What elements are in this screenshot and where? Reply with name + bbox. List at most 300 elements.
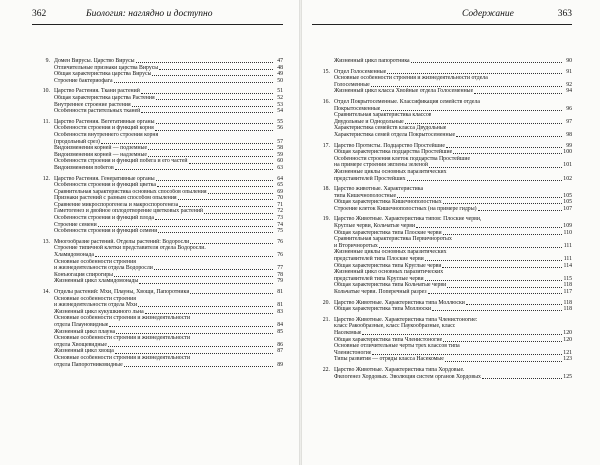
toc-entry-title: Хламидомонада	[54, 252, 94, 259]
toc-page-number: 125	[563, 373, 572, 380]
toc-entry[interactable]	[54, 278, 283, 285]
toc-entry-title: Особенности растительных тканей	[54, 108, 141, 115]
left-page-number: 362	[32, 9, 47, 19]
toc-entry-title: Двудольные и Однодольные	[334, 118, 404, 125]
toc-dot-leader	[416, 227, 562, 228]
right-toc	[312, 58, 572, 380]
toc-dot-leader	[474, 93, 562, 94]
toc-page-number: 65	[277, 182, 283, 189]
toc-entry[interactable]	[54, 265, 283, 272]
toc-entry-title: Видоизменения корней — надземные	[54, 151, 147, 158]
toc-entry[interactable]	[54, 102, 283, 109]
toc-page-number: 83	[277, 308, 283, 315]
toc-entry-title: Сравнительная характеристика основных способов опыления	[54, 188, 207, 195]
toc-entry-title: Общая характеристика царства Растения	[54, 94, 155, 101]
toc-entry-title: Многообразие растений. Отделы растений: Водоросли	[54, 238, 190, 245]
toc-section	[312, 300, 572, 313]
toc-entry[interactable]	[54, 228, 283, 235]
toc-dot-leader	[190, 243, 273, 244]
toc-page-number: 117	[563, 289, 572, 295]
toc-dot-leader	[443, 234, 562, 235]
toc-section	[312, 317, 572, 363]
toc-entry[interactable]	[334, 82, 572, 89]
toc-dot-leader	[442, 267, 562, 268]
left-toc	[32, 58, 283, 368]
toc-page-number: 57	[277, 138, 283, 145]
toc-dot-leader	[456, 136, 562, 137]
toc-entry[interactable]	[54, 195, 283, 202]
toc-entry[interactable]	[54, 58, 283, 65]
right-page-number: 363	[557, 9, 572, 19]
toc-entry-title: Царство Животные. Характеристика типа Членистоногие:	[334, 316, 478, 323]
toc-entry-title: Жизненный цикл хламидомонады	[54, 278, 139, 285]
toc-page-number: 49	[277, 71, 283, 78]
toc-entry[interactable]	[334, 156, 572, 163]
toc-entry[interactable]	[334, 374, 572, 381]
toc-dot-leader	[148, 156, 273, 157]
toc-page-number: 64	[277, 175, 283, 182]
toc-entry[interactable]	[334, 119, 572, 126]
toc-page-number: 81	[277, 289, 283, 295]
toc-entry[interactable]	[334, 125, 572, 132]
toc-dot-leader	[443, 341, 562, 342]
toc-dot-leader	[157, 186, 273, 187]
toc-dot-leader	[109, 326, 273, 327]
toc-page-number: 58	[277, 145, 283, 152]
toc-page-number: 120	[563, 329, 572, 336]
toc-entry[interactable]	[54, 65, 283, 72]
toc-page-number: 118	[563, 282, 572, 289]
toc-page-number: 105	[563, 192, 572, 199]
toc-entry-title: Внутреннее строение растения	[54, 101, 131, 108]
toc-entry[interactable]	[334, 249, 572, 256]
toc-entry[interactable]	[334, 75, 572, 82]
toc-entry[interactable]	[54, 182, 283, 189]
toc-dot-leader	[407, 180, 562, 181]
toc-page-number: 53	[277, 101, 283, 108]
toc-entry[interactable]	[334, 263, 572, 270]
toc-dot-leader	[141, 93, 273, 94]
toc-entry[interactable]	[54, 259, 283, 266]
toc-entry-title: представителей типа Плоские черви	[334, 256, 424, 263]
toc-entry[interactable]	[334, 236, 572, 243]
toc-page-number: 76	[277, 238, 283, 245]
toc-entry-title: представителей Простейших	[334, 175, 406, 182]
toc-entry-title: Общая характеристика типа Моллюски	[334, 306, 432, 313]
toc-dot-leader	[115, 353, 273, 354]
toc-dot-leader	[425, 260, 562, 261]
toc-dot-leader	[145, 313, 273, 314]
toc-page-number: 74	[277, 221, 283, 228]
toc-page-number: 60	[277, 158, 283, 165]
toc-section	[312, 216, 572, 295]
toc-page-number: 109	[563, 223, 572, 230]
toc-page-number: 63	[277, 164, 283, 171]
toc-entry-title: Царство Животные. Характеристика типа Моллюски	[334, 299, 465, 306]
toc-entry[interactable]	[54, 362, 283, 369]
toc-entry-title: Строение семени	[54, 221, 97, 228]
toc-entry[interactable]	[334, 186, 572, 193]
toc-entry-title: Признаки растений с разным способом опыления	[54, 195, 177, 202]
toc-entry-title: Видоизменения корней — подземные	[54, 145, 148, 152]
toc-section-number: 10.	[42, 88, 50, 95]
toc-dot-leader	[482, 378, 562, 379]
toc-entry-title: Характеристика семей отдела Покрытосеменные	[334, 131, 456, 138]
toc-entry[interactable]	[54, 355, 283, 362]
toc-page-number: 111	[563, 256, 572, 263]
toc-entry-title: Строение типичной клетки представителя отдела Водоросли.	[54, 245, 206, 252]
toc-entry-title: Насекомые	[334, 329, 362, 336]
toc-entry[interactable]	[54, 158, 283, 165]
toc-entry[interactable]	[334, 88, 572, 95]
toc-page-number: 55	[277, 118, 283, 125]
toc-entry[interactable]	[54, 145, 283, 152]
toc-entry-title: Особенности строения и функций плода	[54, 215, 154, 222]
toc-entry-title: Основные особенности строения	[54, 258, 136, 265]
toc-page-number: 72	[277, 208, 283, 215]
toc-dot-leader	[148, 149, 273, 150]
toc-dot-leader	[429, 167, 562, 168]
toc-entry[interactable]	[54, 289, 283, 296]
toc-entry[interactable]	[334, 206, 572, 213]
toc-dot-leader	[138, 306, 273, 307]
toc-page-number: 86	[277, 341, 283, 348]
toc-entry[interactable]	[334, 282, 572, 289]
toc-section	[32, 88, 283, 114]
toc-page-number: 69	[277, 188, 283, 195]
toc-page-number: 90	[566, 58, 572, 64]
toc-entry[interactable]	[334, 112, 572, 119]
toc-entry-title: отдела Плауновидные	[54, 321, 109, 328]
toc-dot-leader	[381, 110, 562, 111]
toc-dot-leader	[405, 123, 562, 124]
toc-entry-title: Основные отличительные черты трех классов типа	[334, 343, 460, 350]
toc-entry-title: Типы развития — отряды класса Насекомые	[334, 356, 444, 363]
toc-dot-leader	[158, 232, 273, 233]
toc-entry-title: Членистоногие	[334, 349, 372, 356]
toc-section	[32, 289, 283, 368]
toc-section-number: 20.	[322, 299, 330, 306]
toc-dot-leader	[453, 153, 562, 154]
toc-dot-leader	[447, 287, 562, 288]
toc-page-number: 115	[563, 275, 572, 282]
toc-dot-leader	[114, 276, 273, 277]
toc-entry-title: Жизненный цикл основных паразитических	[334, 269, 444, 276]
toc-page-number: 51	[277, 88, 283, 95]
toc-section-number: 17.	[322, 142, 330, 149]
toc-dot-leader	[466, 304, 562, 305]
left-page-header	[32, 9, 287, 21]
toc-entry-title: Жизненный цикл класса Хвойные отдела Голосеменные	[334, 88, 474, 95]
toc-entry[interactable]	[54, 165, 283, 172]
toc-entry-title: Особенности внутреннего строения корня	[54, 131, 159, 138]
toc-entry-title: Общая характеристика Кишечнополостных	[334, 199, 442, 206]
toc-page-number: 71	[277, 201, 283, 208]
toc-page-number: 85	[277, 328, 283, 335]
toc-entry[interactable]	[334, 58, 572, 65]
toc-entry[interactable]	[54, 239, 283, 246]
toc-section-number: 14.	[42, 289, 50, 295]
toc-section	[32, 239, 283, 285]
toc-section-number: 12.	[42, 175, 50, 182]
toc-entry[interactable]	[54, 296, 283, 303]
toc-entry[interactable]	[334, 149, 572, 156]
toc-entry-title: Конъюгация спирогиры	[54, 271, 114, 278]
toc-entry[interactable]	[334, 343, 572, 350]
toc-entry[interactable]	[334, 132, 572, 139]
toc-page-number: 107	[563, 205, 572, 212]
toc-page-number: 75	[277, 228, 283, 235]
toc-entry-title: Кольчатые черви. Поперечный разрез	[334, 289, 427, 295]
toc-entry-title: типа Кишечнополостные	[334, 192, 397, 199]
toc-entry-title: Гаметогенез и двойное оплодотворение цветковых растений	[54, 208, 204, 215]
toc-entry[interactable]	[54, 125, 283, 132]
toc-entry-title: Общая характеристика царства Вирусы	[54, 71, 152, 78]
toc-entry[interactable]	[54, 348, 283, 355]
toc-entry[interactable]	[54, 309, 283, 316]
toc-page-number: 48	[277, 64, 283, 71]
toc-entry[interactable]	[334, 243, 572, 250]
toc-entry[interactable]	[334, 199, 572, 206]
right-page	[302, 0, 600, 465]
toc-entry-title: Домен Вирусы. Царство Вирусы	[54, 58, 135, 64]
toc-page-number: 102	[563, 175, 572, 182]
toc-entry-title: и Вторичноротых	[334, 242, 378, 249]
toc-page-number: 96	[566, 105, 572, 112]
right-page-header	[312, 9, 572, 21]
toc-entry[interactable]	[334, 162, 572, 169]
toc-entry-title: отдела Хвощевидные	[54, 341, 107, 348]
toc-page-number: 105	[563, 199, 572, 206]
toc-entry[interactable]	[334, 99, 572, 106]
toc-entry-title: Покрытосеменные	[334, 105, 381, 112]
toc-entry-title: Общая характеристика типа Членистоногие	[334, 336, 443, 343]
toc-entry[interactable]	[334, 169, 572, 176]
toc-dot-leader	[428, 293, 562, 294]
toc-page-number: 59	[277, 151, 283, 158]
toc-entry[interactable]	[334, 330, 572, 337]
toc-dot-leader	[159, 69, 273, 70]
toc-entry-title: Жизненный цикл плауна	[54, 328, 116, 335]
toc-entry[interactable]	[54, 222, 283, 229]
toc-dot-leader	[115, 169, 273, 170]
toc-page-number: 118	[563, 299, 572, 306]
toc-entry-title: представителей типа Круглые черви	[334, 275, 424, 282]
toc-page-number: 92	[566, 81, 572, 88]
toc-entry[interactable]	[334, 337, 572, 344]
toc-entry-title: Филогенез Хордовых. Эволюция систем органов Хордовых	[334, 373, 481, 380]
toc-dot-leader	[397, 197, 562, 198]
toc-dot-leader	[124, 366, 273, 367]
toc-entry-title: Жизненный цикл хвоща	[54, 348, 114, 355]
toc-entry[interactable]	[334, 276, 572, 283]
toc-entry[interactable]	[334, 230, 572, 237]
toc-entry-title: Основные особенности строения и жизнедеятельности	[54, 354, 191, 361]
toc-page-number: 78	[277, 271, 283, 278]
toc-dot-leader	[156, 99, 273, 100]
toc-section-number: 19.	[322, 216, 330, 223]
toc-page-number: 54	[277, 108, 283, 115]
toc-entry[interactable]	[54, 88, 283, 95]
toc-entry[interactable]	[334, 69, 572, 76]
toc-entry-title: и жизнедеятельности отдела Мхи	[54, 302, 138, 309]
toc-entry[interactable]	[54, 335, 283, 342]
toc-entry-title: Голосеменные	[334, 81, 370, 88]
toc-entry-title: Жизненные циклы основных паразитических	[334, 249, 447, 256]
toc-dot-leader	[387, 73, 562, 74]
toc-entry-title: (продольный срез)	[54, 138, 100, 145]
toc-dot-leader	[478, 210, 562, 211]
toc-page-number: 99	[566, 142, 572, 149]
toc-entry[interactable]	[54, 71, 283, 78]
toc-entry[interactable]	[54, 95, 283, 102]
toc-dot-leader	[154, 269, 273, 270]
left-header-rule	[32, 24, 283, 25]
right-running-title: Содержание	[462, 9, 514, 19]
toc-dot-leader	[379, 247, 562, 248]
toc-dot-leader	[446, 147, 562, 148]
toc-dot-leader	[108, 346, 273, 347]
toc-page-number: 56	[277, 125, 283, 132]
toc-entry[interactable]	[334, 143, 572, 150]
toc-section	[312, 69, 572, 95]
toc-section	[32, 119, 283, 172]
toc-entry[interactable]	[334, 367, 572, 374]
toc-section-number: 16.	[322, 98, 330, 105]
toc-entry[interactable]	[54, 132, 283, 139]
toc-dot-leader	[95, 256, 273, 257]
toc-page-number: 70	[277, 195, 283, 202]
toc-dot-leader	[155, 130, 273, 131]
toc-page-number: 98	[566, 131, 572, 138]
toc-entry-title: Царство Растения. Ткани растений	[54, 88, 140, 95]
toc-entry[interactable]	[54, 108, 283, 115]
toc-entry-title: Сравнение микроспорогенеза и макроспорогенеза	[54, 201, 179, 208]
toc-page-number: 84	[277, 321, 283, 328]
toc-page-number: 97	[566, 118, 572, 125]
toc-entry-title: Царство Протисты. Подцарство Простейшие	[334, 142, 445, 149]
toc-entry[interactable]	[334, 106, 572, 113]
toc-page-number: 81	[277, 302, 283, 309]
toc-dot-leader	[371, 86, 562, 87]
toc-entry[interactable]	[54, 245, 283, 252]
toc-entry[interactable]	[54, 329, 283, 336]
toc-entry[interactable]	[54, 202, 283, 209]
toc-page-number: 87	[277, 348, 283, 355]
toc-dot-leader	[139, 283, 273, 284]
toc-dot-leader	[190, 293, 273, 294]
toc-entry[interactable]	[54, 189, 283, 196]
toc-entry-title: Жизненный цикл папоротника	[334, 58, 410, 64]
toc-entry-title: Круглые черви, Кольчатые черви	[334, 223, 416, 230]
toc-entry-title: Отдел Голосеменные	[334, 68, 387, 75]
toc-dot-leader	[116, 333, 273, 334]
toc-entry-title: Характеристика семейств класса Двудольные	[334, 125, 447, 132]
toc-dot-leader	[101, 143, 273, 144]
toc-section-number: 18.	[322, 186, 330, 193]
toc-entry[interactable]	[334, 323, 572, 330]
toc-entry-title: Общая характеристика подцарства Простейшие	[334, 149, 453, 156]
toc-entry-title: Царство Животные. Характеристика типов: Плоские черви,	[334, 216, 482, 223]
toc-entry[interactable]	[54, 176, 283, 183]
toc-entry-title: Царство Растения. Генеративные органы	[54, 175, 155, 182]
toc-page-number: 79	[277, 278, 283, 285]
toc-entry[interactable]	[54, 272, 283, 279]
toc-entry[interactable]	[334, 306, 572, 313]
toc-entry[interactable]	[334, 317, 572, 324]
toc-dot-leader	[156, 123, 273, 124]
toc-dot-leader	[189, 163, 273, 164]
toc-entry-title: класс Ракообразные, класс Паукообразные, класс	[334, 323, 456, 330]
toc-entry[interactable]	[54, 139, 283, 146]
toc-entry[interactable]	[54, 208, 283, 215]
toc-entry[interactable]	[334, 256, 572, 263]
toc-entry-title: Особенности строения и функций цветка	[54, 182, 156, 189]
toc-section	[312, 367, 572, 380]
left-running-title: Биология: наглядно и доступно	[86, 9, 213, 19]
toc-dot-leader	[362, 334, 562, 335]
toc-entry-title: Основные особенности строения и жизнедеятельности	[54, 315, 191, 322]
toc-page-number: 110	[563, 229, 572, 236]
toc-entry[interactable]	[334, 356, 572, 363]
toc-page-number: 89	[277, 361, 283, 368]
toc-dot-leader	[155, 219, 273, 220]
toc-section	[32, 58, 283, 84]
toc-entry-title: Особенности строения клеток подцарства Простейшие	[334, 155, 471, 162]
toc-page-number: 76	[277, 252, 283, 259]
toc-entry[interactable]	[54, 152, 283, 159]
toc-dot-leader	[114, 82, 273, 83]
toc-entry-title: на примере строения эвглены зеленой	[334, 162, 428, 169]
toc-dot-leader	[156, 180, 273, 181]
toc-page-number: 52	[277, 94, 283, 101]
toc-entry[interactable]	[334, 176, 572, 183]
toc-entry-title: Царство Животные. Характеристика типа Хордовые.	[334, 366, 465, 373]
toc-entry[interactable]	[54, 215, 283, 222]
toc-entry-title: Основные особенности строения и жизнедеятельности отдела	[334, 75, 488, 82]
toc-entry[interactable]	[334, 193, 572, 200]
toc-entry[interactable]	[54, 342, 283, 349]
toc-entry[interactable]	[54, 322, 283, 329]
toc-dot-leader	[445, 361, 562, 362]
toc-page-number: 73	[277, 215, 283, 222]
toc-dot-leader	[132, 106, 273, 107]
toc-entry-title: Особенности строения и функций корня	[54, 125, 154, 132]
toc-entry-title: Видоизменения побегов	[54, 164, 114, 171]
left-page	[0, 0, 299, 465]
toc-entry-title: Особенности строения и функций семени	[54, 228, 158, 235]
toc-entry[interactable]	[54, 302, 283, 309]
toc-entry[interactable]	[54, 78, 283, 85]
toc-entry-title: Жизненный цикл кукушкиного льна	[54, 308, 144, 315]
toc-entry[interactable]	[334, 216, 572, 223]
toc-entry[interactable]	[334, 223, 572, 230]
toc-dot-leader	[425, 280, 562, 281]
toc-dot-leader	[411, 62, 562, 63]
toc-entry[interactable]	[54, 252, 283, 259]
toc-entry-title: Строение бактериофага	[54, 77, 113, 84]
toc-entry[interactable]	[54, 315, 283, 322]
toc-entry[interactable]	[54, 119, 283, 126]
toc-section	[312, 186, 572, 212]
toc-entry[interactable]	[334, 289, 572, 296]
toc-entry[interactable]	[334, 300, 572, 307]
toc-entry[interactable]	[334, 350, 572, 357]
toc-page-number: 47	[277, 58, 283, 64]
toc-entry[interactable]	[334, 269, 572, 276]
toc-section-number: 15.	[322, 68, 330, 75]
toc-page-number: 123	[563, 356, 572, 363]
